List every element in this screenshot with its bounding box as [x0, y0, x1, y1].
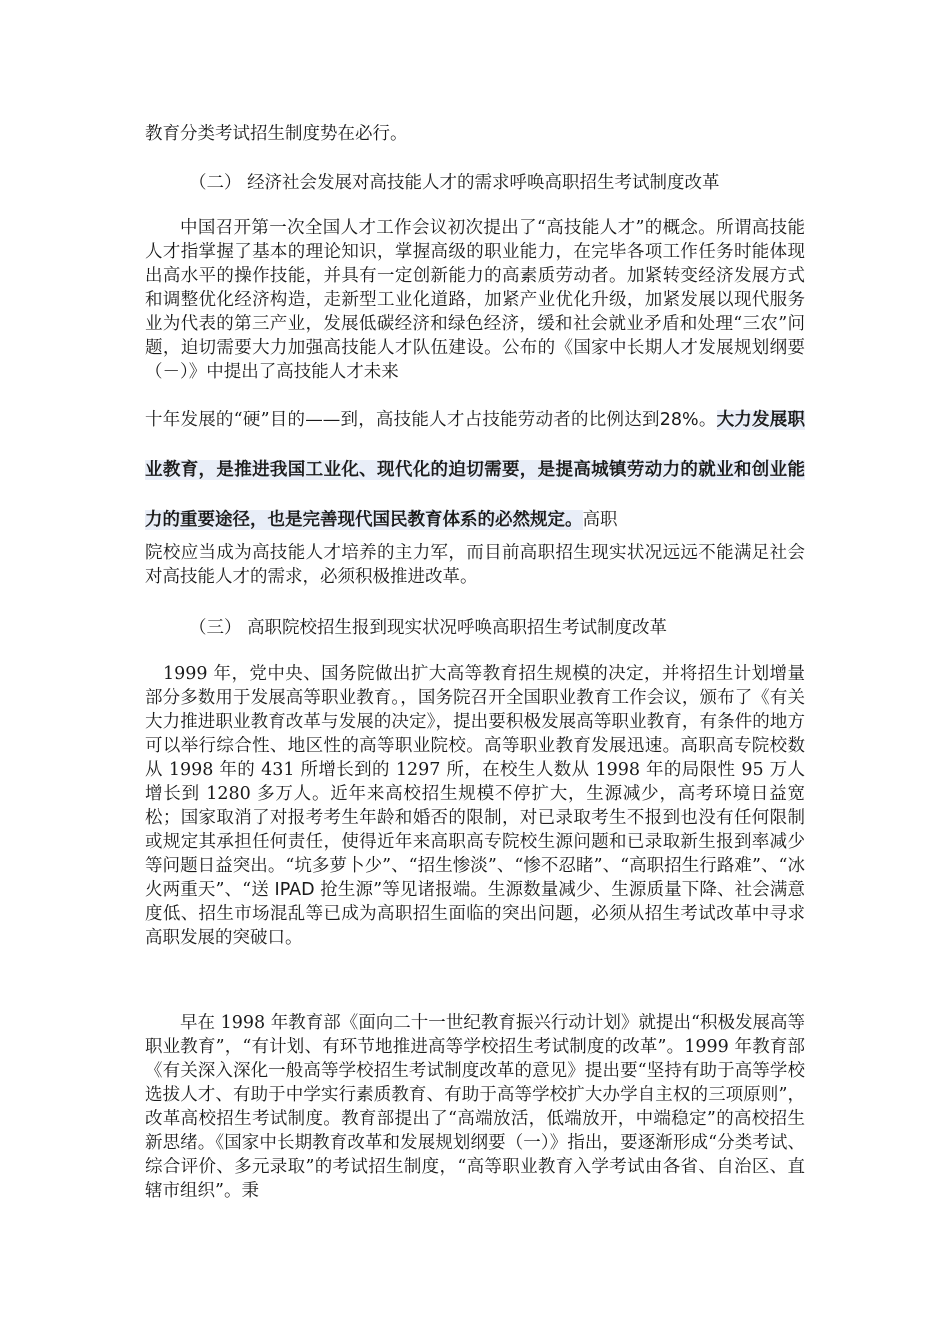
highlight-part-1: 大: [716, 410, 735, 430]
highlight-part-3: 的就业和创业能力的重要途径，也是完善现代国民教育体系的必然规定。: [145, 460, 806, 530]
text-percentage: 28%。: [659, 410, 717, 430]
text-ten-year-goal: 十年发展的“硬”目的——到，高技能人才占技能劳动者的比例达到: [145, 410, 660, 430]
text-ipad: IPAD: [274, 880, 315, 900]
paragraph-high-skill-talent: 中国召开第一次全国人才工作会议初次提出了“高技能人才”的概念。所谓高技能人才指掌握了基本的理论知识，掌握高级的职业能力，在完毕各项工作任务时能体现出高水平的操作技能，并具有一定创新能力的高素质劳动者。加紧转变经济发展方式和调整优化经济构造，走新型工业化道路，加紧产业优化升级，加紧发展以现代服务业为代表的第三产业，发展低碳经济和绿色经济，缓和社会就业矛盾和处理“三农”问题，迫切需要大力加强高技能人才队伍建设。公布的《国家中长期人才发展规划纲要（－）》中提出了高技能人才未来: [145, 218, 805, 382]
paragraph-reform-need: 院校应当成为高技能人才培养的主力军，而目前高职招生现实状况远远不能满足社会对高技能人才的需求，必须积极推进改革。: [145, 543, 805, 587]
text-vocational-college: 高职: [582, 510, 618, 530]
highlight-part-2: 力发展职业教育，是推进我国工业化、现代化的迫切需要，是提高城镇劳动力: [145, 410, 805, 480]
paragraph-1999-expansion: [145, 662, 805, 950]
text-expansion-conclusion: 抢生源”等见诸报端。生源数量减少、生源质量下降、社会满意度低、招生市场混乱等已成为高职招生面临的突出问题，必须从招生考试改革中寻求高职发展的突破口。: [145, 880, 805, 948]
text-expansion: 1999 年，党中央、国务院做出扩大高等教育招生规模的决定，并将招生计划增量部分多数用于发展高等职业教育。，国务院召开全国职业教育工作会议，颁布了《有关大力推进职业教育改革与发展的决定》，提出要积极发展高等职业教育，有条件的地方可以举行综合性、地区性的高等职业院校。高等职业教育发展迅速。高职高专院校数从 1998 年的 431 所增长到的 1297 所，在校生人数从 1998 年的局限性 95 万人增长到 1280 多万人。近年来高校招生规模不停扩大，生源减少，高考环境日益宽松；国家取消了对报考考生年龄和婚否的限制，对已录取考生不报到也没有任何限制或规定其承担任何责任，使得近年来高职高专院校生源问题和已录取新生报到率减少等问题日益突出。“坑多萝卜少”、“招生惨淡”、“惨不忍睹”、“高职招生行路难”、“冰火两重天”、“送: [145, 664, 805, 900]
section-heading-3: （三） 高职院校招生报到现实状况呼唤高职招生考试制度改革: [189, 618, 668, 638]
paragraph-intro-end: 教育分类考试招生制度势在必行。: [145, 124, 408, 144]
paragraph-1998-plan: 早在 1998 年教育部《面向二十一世纪教育振兴行动计划》就提出“积极发展高等职业教育”，“有计划、有环节地推进高等学校招生考试制度的改革”。1999 年教育部《有关深入深化一般高等学校招生考试制度改革的意见》提出要“坚持有助于高等学校选拔人才、有助于中学实行素质教育、有助于高等学校扩大办学自主权的三项原则”，改革高校招生考试制度。教育部提出了“高端放活，低端放开，中端稳定”的高校招生新思绪。《国家中长期教育改革和发展规划纲要（一）》指出，要逐渐形成“分类考试、综合评价、多元录取”的考试招生制度，“高等职业教育入学考试由各省、自治区、直辖市组织”。秉: [145, 1013, 805, 1201]
paragraph-highlighted-section: [145, 395, 805, 545]
section-heading-2: （二） 经济社会发展对高技能人才的需求呼唤高职招生考试制度改革: [189, 173, 720, 193]
